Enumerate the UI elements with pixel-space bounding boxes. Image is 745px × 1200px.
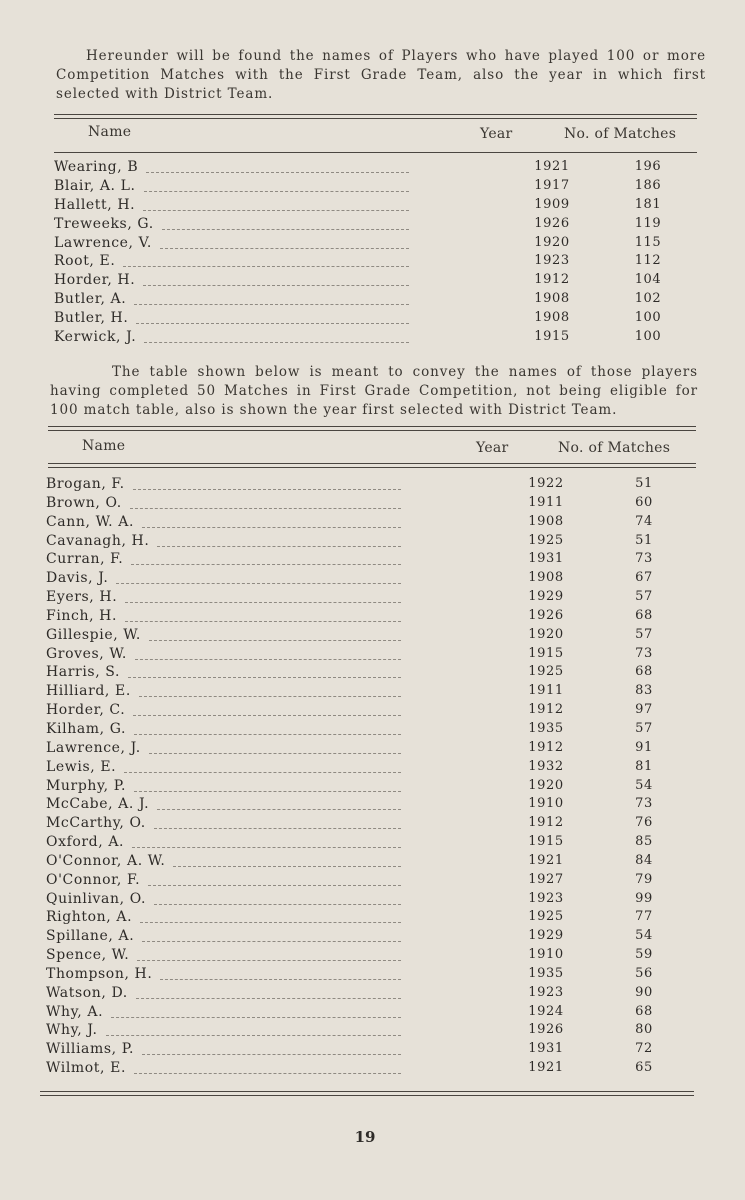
page-number: 19 [354, 1128, 376, 1146]
dot-leader [116, 570, 401, 584]
year-cell: 1929 [528, 589, 564, 605]
dot-leader [134, 778, 401, 792]
dot-leader [133, 702, 401, 716]
dot-leader [133, 476, 401, 490]
year-cell: 1912 [528, 815, 564, 831]
dot-leader [144, 329, 409, 343]
player-name: Lawrence, V. [54, 234, 152, 251]
year-cell: 1920 [528, 626, 564, 642]
player-name: Blair, A. L. [54, 177, 136, 194]
year-cell: 1917 [534, 177, 570, 193]
player-name: O'Connor, A. W. [46, 852, 166, 869]
matches-cell: 51 [635, 532, 653, 548]
year-cell: 1921 [528, 1060, 564, 1076]
table-row [46, 721, 696, 740]
table-row [46, 683, 696, 702]
dot-leader [157, 796, 401, 810]
year-cell: 1920 [528, 777, 564, 793]
player-name: Murphy, P. [46, 777, 127, 794]
dot-leader [136, 310, 409, 324]
year-cell: 1921 [534, 159, 570, 174]
player-name: Gillespie, W. [46, 626, 141, 643]
table1-header-matches: No. of Matches [564, 126, 677, 142]
matches-cell: 57 [635, 626, 653, 642]
dot-leader [132, 834, 401, 848]
player-name: Davis, J. [46, 570, 109, 587]
player-name: Treweeks, G. [54, 215, 154, 232]
dot-leader [137, 947, 401, 961]
table-row [46, 495, 696, 514]
matches-cell: 100 [634, 329, 662, 345]
dot-leader [125, 608, 401, 622]
matches-cell: 51 [635, 476, 653, 491]
matches-cell: 186 [634, 177, 662, 193]
dot-leader [148, 872, 401, 886]
player-name: Watson, D. [46, 984, 128, 1001]
year-cell: 1926 [528, 607, 564, 623]
table1-top-rule [54, 114, 697, 115]
player-name: Spillane, A. [46, 928, 135, 945]
player-name: Thompson, H. [46, 965, 153, 982]
year-cell: 1931 [528, 1041, 564, 1057]
player-name: Why, A. [46, 1003, 104, 1020]
table1-header-rule [54, 152, 697, 153]
matches-cell: 84 [635, 852, 653, 868]
table2-top-rule [48, 426, 696, 427]
player-name: Lawrence, J. [46, 739, 141, 756]
matches-cell: 68 [635, 664, 653, 680]
dot-leader [142, 514, 401, 528]
player-name: Butler, A. [54, 291, 127, 308]
player-name: Kilham, G. [46, 720, 127, 737]
table-row [46, 853, 696, 872]
intro-paragraph-2: The table shown below is meant to convey the names of those players having completed 50 Matches in First Grade Competition, not being eligible for 100 match table, also is shown the year first selected with District Team. [50, 364, 698, 418]
dot-leader [142, 928, 401, 942]
year-cell: 1926 [528, 1022, 564, 1038]
matches-cell: 57 [635, 589, 653, 605]
dot-leader [125, 589, 401, 603]
matches-cell: 81 [635, 758, 653, 774]
table-row [46, 476, 696, 495]
matches-cell: 115 [634, 234, 662, 250]
year-cell: 1915 [534, 329, 570, 345]
matches-cell: 97 [635, 702, 653, 718]
table-row [46, 589, 696, 608]
matches-cell: 104 [634, 272, 662, 288]
dot-leader [162, 216, 409, 230]
dot-leader [142, 1041, 401, 1055]
matches-cell: 83 [635, 683, 653, 699]
matches-cell: 54 [635, 928, 653, 944]
dot-leader [154, 815, 401, 829]
player-name: Kerwick, J. [54, 329, 137, 346]
year-cell: 1909 [534, 196, 570, 212]
table2-body [46, 476, 696, 1079]
player-name: Lewis, E. [46, 758, 117, 775]
table-row [54, 178, 697, 197]
matches-cell: 65 [635, 1060, 653, 1076]
table1-top-rule-2 [54, 118, 697, 119]
table-row [46, 796, 696, 815]
year-cell: 1908 [534, 291, 570, 307]
table-row [46, 759, 696, 778]
table-row [46, 608, 696, 627]
year-cell: 1912 [528, 702, 564, 718]
player-name: Cavanagh, H. [46, 532, 150, 549]
table-row [46, 551, 696, 570]
table-row [46, 1041, 696, 1060]
player-name: Finch, H. [46, 607, 118, 624]
matches-cell: 181 [634, 196, 662, 212]
year-cell: 1912 [528, 739, 564, 755]
table-row [46, 533, 696, 552]
dot-leader [149, 740, 401, 754]
dot-leader [149, 627, 401, 641]
player-name: O'Connor, F. [46, 871, 141, 888]
matches-cell: 80 [635, 1022, 653, 1038]
player-name: Butler, H. [54, 310, 129, 327]
matches-cell: 76 [635, 815, 653, 831]
table2-header-year: Year [476, 440, 509, 456]
table2-header-rule-2 [48, 467, 696, 468]
dot-leader [157, 533, 401, 547]
table2-bottom-rule-2 [40, 1095, 694, 1096]
dot-leader [111, 1004, 401, 1018]
table-row [46, 966, 696, 985]
matches-cell: 68 [635, 1003, 653, 1019]
player-name: Hallett, H. [54, 196, 136, 213]
matches-cell: 67 [635, 570, 653, 586]
table2-top-rule-2 [48, 430, 696, 431]
player-name: Brown, O. [46, 494, 122, 511]
dot-leader [146, 159, 409, 173]
dot-leader [134, 291, 409, 305]
player-name: Wilmot, E. [46, 1060, 126, 1077]
dot-leader [140, 909, 401, 923]
year-cell: 1908 [534, 310, 570, 326]
table2-header-name: Name [82, 438, 126, 454]
table-row [54, 197, 697, 216]
dot-leader [139, 683, 401, 697]
player-name: Wearing, B [54, 159, 139, 175]
table1-body [54, 159, 697, 348]
year-cell: 1915 [528, 645, 564, 661]
table2-bottom-rule [40, 1091, 694, 1092]
year-cell: 1911 [528, 494, 564, 510]
matches-cell: 59 [635, 947, 653, 963]
matches-cell: 73 [635, 796, 653, 812]
player-name: Why, J. [46, 1022, 98, 1039]
player-name: Brogan, F. [46, 476, 125, 492]
matches-cell: 102 [634, 291, 662, 307]
matches-cell: 73 [635, 645, 653, 661]
year-cell: 1923 [528, 890, 564, 906]
year-cell: 1925 [528, 909, 564, 925]
dot-leader [124, 759, 401, 773]
dot-leader [135, 646, 401, 660]
dot-leader [136, 985, 401, 999]
player-name: Groves, W. [46, 645, 127, 662]
year-cell: 1922 [528, 476, 564, 491]
year-cell: 1926 [534, 215, 570, 231]
year-cell: 1912 [534, 272, 570, 288]
dot-leader [106, 1022, 401, 1036]
player-name: Horder, H. [54, 272, 136, 289]
table-row [46, 702, 696, 721]
player-name: Oxford, A. [46, 834, 125, 851]
table-row [54, 310, 697, 329]
player-name: Harris, S. [46, 664, 121, 681]
player-name: Curran, F. [46, 551, 124, 568]
table-row [54, 235, 697, 254]
table-row [46, 1060, 696, 1079]
table-row [46, 834, 696, 853]
dot-leader [143, 272, 409, 286]
table1-header-year: Year [480, 126, 513, 142]
dot-leader [143, 197, 409, 211]
year-cell: 1910 [528, 796, 564, 812]
year-cell: 1935 [528, 720, 564, 736]
year-cell: 1924 [528, 1003, 564, 1019]
player-name: McCabe, A. J. [46, 796, 150, 813]
table-row [54, 159, 697, 178]
table-row [46, 646, 696, 665]
table1-header-name: Name [88, 124, 132, 140]
dot-leader [160, 235, 409, 249]
table-row [46, 627, 696, 646]
table-row [46, 909, 696, 928]
matches-cell: 100 [634, 310, 662, 326]
dot-leader [134, 1060, 401, 1074]
matches-cell: 57 [635, 720, 653, 736]
matches-cell: 72 [635, 1041, 653, 1057]
table-row [46, 570, 696, 589]
year-cell: 1923 [528, 984, 564, 1000]
intro-paragraph-1: Hereunder will be found the names of Players who have played 100 or more Competition Matches with the First Grade Team, also the year in which first selected with District Team. [56, 48, 706, 102]
table-row [46, 985, 696, 1004]
table-row [46, 815, 696, 834]
year-cell: 1925 [528, 664, 564, 680]
table-row [46, 514, 696, 533]
player-name: Righton, A. [46, 909, 133, 926]
matches-cell: 77 [635, 909, 653, 925]
year-cell: 1908 [528, 513, 564, 529]
player-name: Williams, P. [46, 1041, 134, 1058]
table-row [46, 947, 696, 966]
player-name: Quinlivan, O. [46, 890, 147, 907]
table-row [46, 778, 696, 797]
year-cell: 1931 [528, 551, 564, 567]
player-name: Root, E. [54, 253, 116, 270]
dot-leader [134, 721, 401, 735]
year-cell: 1915 [528, 834, 564, 850]
matches-cell: 60 [635, 494, 653, 510]
table-row [54, 291, 697, 310]
year-cell: 1927 [528, 871, 564, 887]
table-row [54, 253, 697, 272]
table-row [46, 872, 696, 891]
player-name: Cann, W. A. [46, 513, 134, 530]
year-cell: 1932 [528, 758, 564, 774]
matches-cell: 196 [634, 159, 662, 174]
matches-cell: 54 [635, 777, 653, 793]
dot-leader [130, 495, 401, 509]
table-row [46, 664, 696, 683]
year-cell: 1929 [528, 928, 564, 944]
table-row [46, 891, 696, 910]
table-row [54, 272, 697, 291]
player-name: Hilliard, E. [46, 683, 131, 700]
table-row [46, 740, 696, 759]
player-name: McCarthy, O. [46, 815, 146, 832]
player-name: Spence, W. [46, 947, 130, 964]
year-cell: 1921 [528, 852, 564, 868]
matches-cell: 68 [635, 607, 653, 623]
year-cell: 1908 [528, 570, 564, 586]
table-row [54, 216, 697, 235]
player-name: Eyers, H. [46, 589, 118, 606]
table-row [46, 928, 696, 947]
table2-header-rule [48, 463, 696, 464]
year-cell: 1920 [534, 234, 570, 250]
dot-leader [128, 664, 401, 678]
matches-cell: 90 [635, 984, 653, 1000]
matches-cell: 56 [635, 965, 653, 981]
dot-leader [173, 853, 401, 867]
dot-leader [144, 178, 409, 192]
year-cell: 1923 [534, 253, 570, 269]
year-cell: 1910 [528, 947, 564, 963]
matches-cell: 99 [635, 890, 653, 906]
year-cell: 1935 [528, 965, 564, 981]
matches-cell: 79 [635, 871, 653, 887]
matches-cell: 73 [635, 551, 653, 567]
matches-cell: 112 [634, 253, 662, 269]
dot-leader [123, 253, 409, 267]
matches-cell: 74 [635, 513, 653, 529]
year-cell: 1925 [528, 532, 564, 548]
table-row [46, 1004, 696, 1023]
matches-cell: 119 [634, 215, 662, 231]
year-cell: 1911 [528, 683, 564, 699]
table2-header-matches: No. of Matches [558, 440, 671, 456]
dot-leader [131, 551, 401, 565]
dot-leader [160, 966, 401, 980]
dot-leader [154, 891, 401, 905]
table-row [54, 329, 697, 348]
player-name: Horder, C. [46, 702, 126, 719]
table-row [46, 1022, 696, 1041]
matches-cell: 91 [635, 739, 653, 755]
matches-cell: 85 [635, 834, 653, 850]
